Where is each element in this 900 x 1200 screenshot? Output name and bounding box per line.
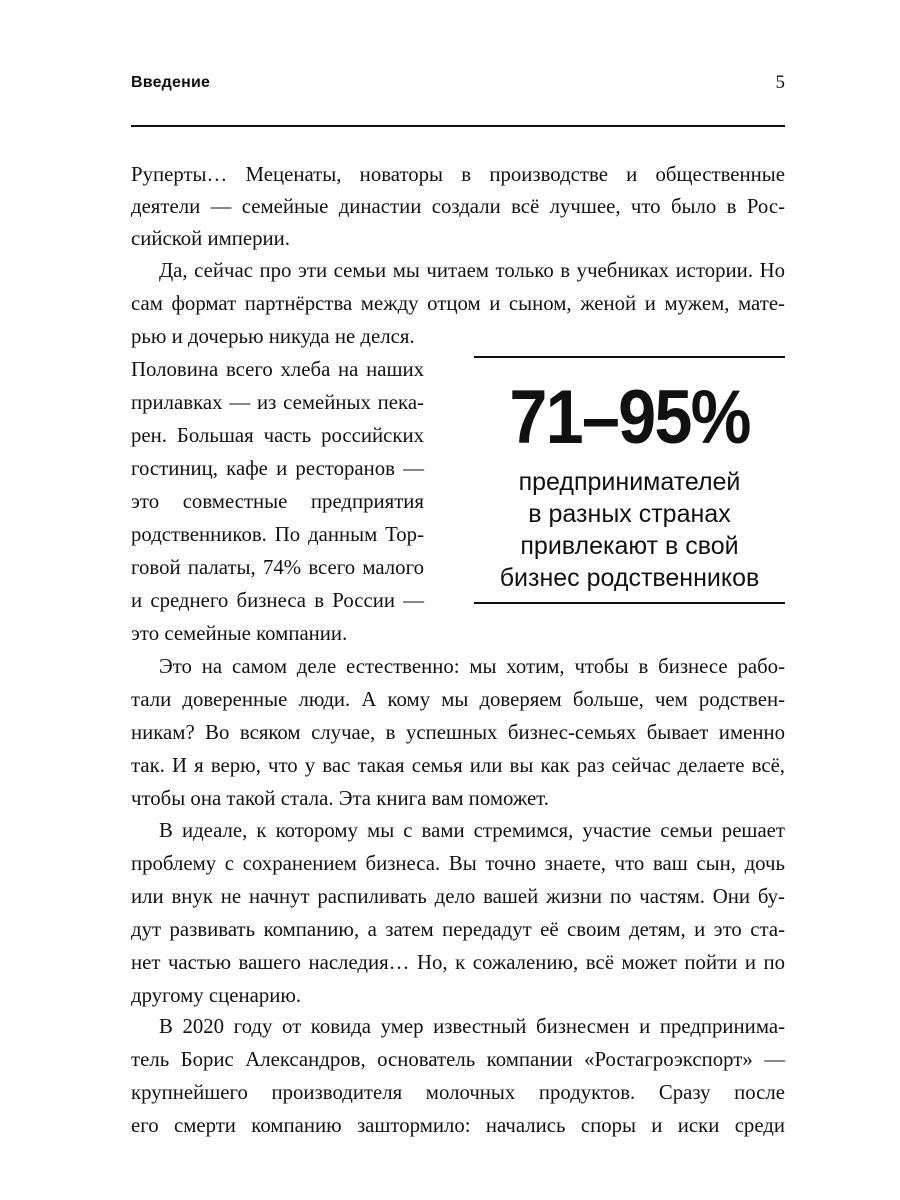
body-line: В 2020 году от ковида умер известный бизнесмен и предпринима- xyxy=(159,1015,785,1038)
body-line: сам формат партнёрства между отцом и сыном, женой и мужем, мате- xyxy=(131,292,785,315)
body-line: нет частью вашего наследия… Но, к сожалению, всё может пойти и по xyxy=(131,951,785,974)
body-line: или внук не начнут распиливать дело вашей жизни по частям. Они бу- xyxy=(131,885,785,908)
body-line: Да, сейчас про эти семьи мы читаем только в учебниках истории. Но xyxy=(159,259,785,282)
body-line: рен. Большая часть российских xyxy=(131,424,424,447)
body-line: это совместные предприятия xyxy=(131,490,424,513)
stat-caption-line: привлекают в свой xyxy=(520,532,739,560)
body-line: так. И я верю, что у вас такая семья или вы как раз сейчас делаете всё, xyxy=(131,754,785,777)
body-line: деятели — семейные династии создали всё лучшее, что было в Рос- xyxy=(131,195,785,218)
stat-caption-line: предпринимателей xyxy=(518,468,741,496)
body-line: это семейные компании. xyxy=(131,622,348,645)
header-rule xyxy=(131,125,785,127)
body-line: дут развивать компанию, а затем передадут её своим детям, и это ста- xyxy=(131,918,785,941)
stat-caption-line: бизнес родственников xyxy=(499,564,760,592)
section-title: Введение xyxy=(131,74,211,91)
body-line: Это на самом деле естественно: мы хотим, чтобы в бизнесе рабо- xyxy=(159,655,785,678)
stat-caption-line: в разных странах xyxy=(528,500,731,528)
body-line: родственников. По данным Тор- xyxy=(131,523,424,546)
body-line: никам? Во всяком случае, в успешных бизнес-семьях бывает именно xyxy=(131,721,785,744)
body-line: чтобы она такой стала. Эта книга вам поможет. xyxy=(131,787,549,810)
body-line: Половина всего хлеба на наших xyxy=(131,358,424,381)
body-line: проблему с сохранением бизнеса. Вы точно знаете, что ваш сын, дочь xyxy=(131,852,785,875)
body-line: рью и дочерью никуда не делся. xyxy=(131,325,415,348)
running-header xyxy=(131,74,785,98)
body-line: говой палаты, 74% всего малого xyxy=(131,556,424,579)
body-line: прилавках — из семейных пека- xyxy=(131,391,424,414)
body-line: сийской империи. xyxy=(131,227,291,250)
body-line: другому сценарию. xyxy=(131,984,302,1007)
stat-figure: 71–95% xyxy=(509,375,750,460)
body-line: тель Борис Александров, основатель компании «Ростагроэкспорт» — xyxy=(131,1048,785,1071)
stat-callout xyxy=(474,356,785,604)
body-line: крупнейшего производителя молочных продуктов. Сразу после xyxy=(131,1081,785,1104)
body-line: его смерти компанию заштормило: начались споры и иски среди xyxy=(131,1114,785,1137)
body-line: тали доверенные люди. А кому мы доверяем больше, чем родствен- xyxy=(131,688,785,711)
page-number: 5 xyxy=(775,72,785,93)
callout-bottom-rule xyxy=(474,602,785,604)
body-line: Руперты… Меценаты, новаторы в производстве и общественные xyxy=(131,163,785,186)
body-line: и среднего бизнеса в России — xyxy=(131,589,424,612)
body-line: гостиниц, кафе и ресторанов — xyxy=(131,457,424,480)
callout-top-rule xyxy=(474,356,785,358)
body-line: В идеале, к которому мы с вами стремимся, участие семьи решает xyxy=(159,819,785,842)
